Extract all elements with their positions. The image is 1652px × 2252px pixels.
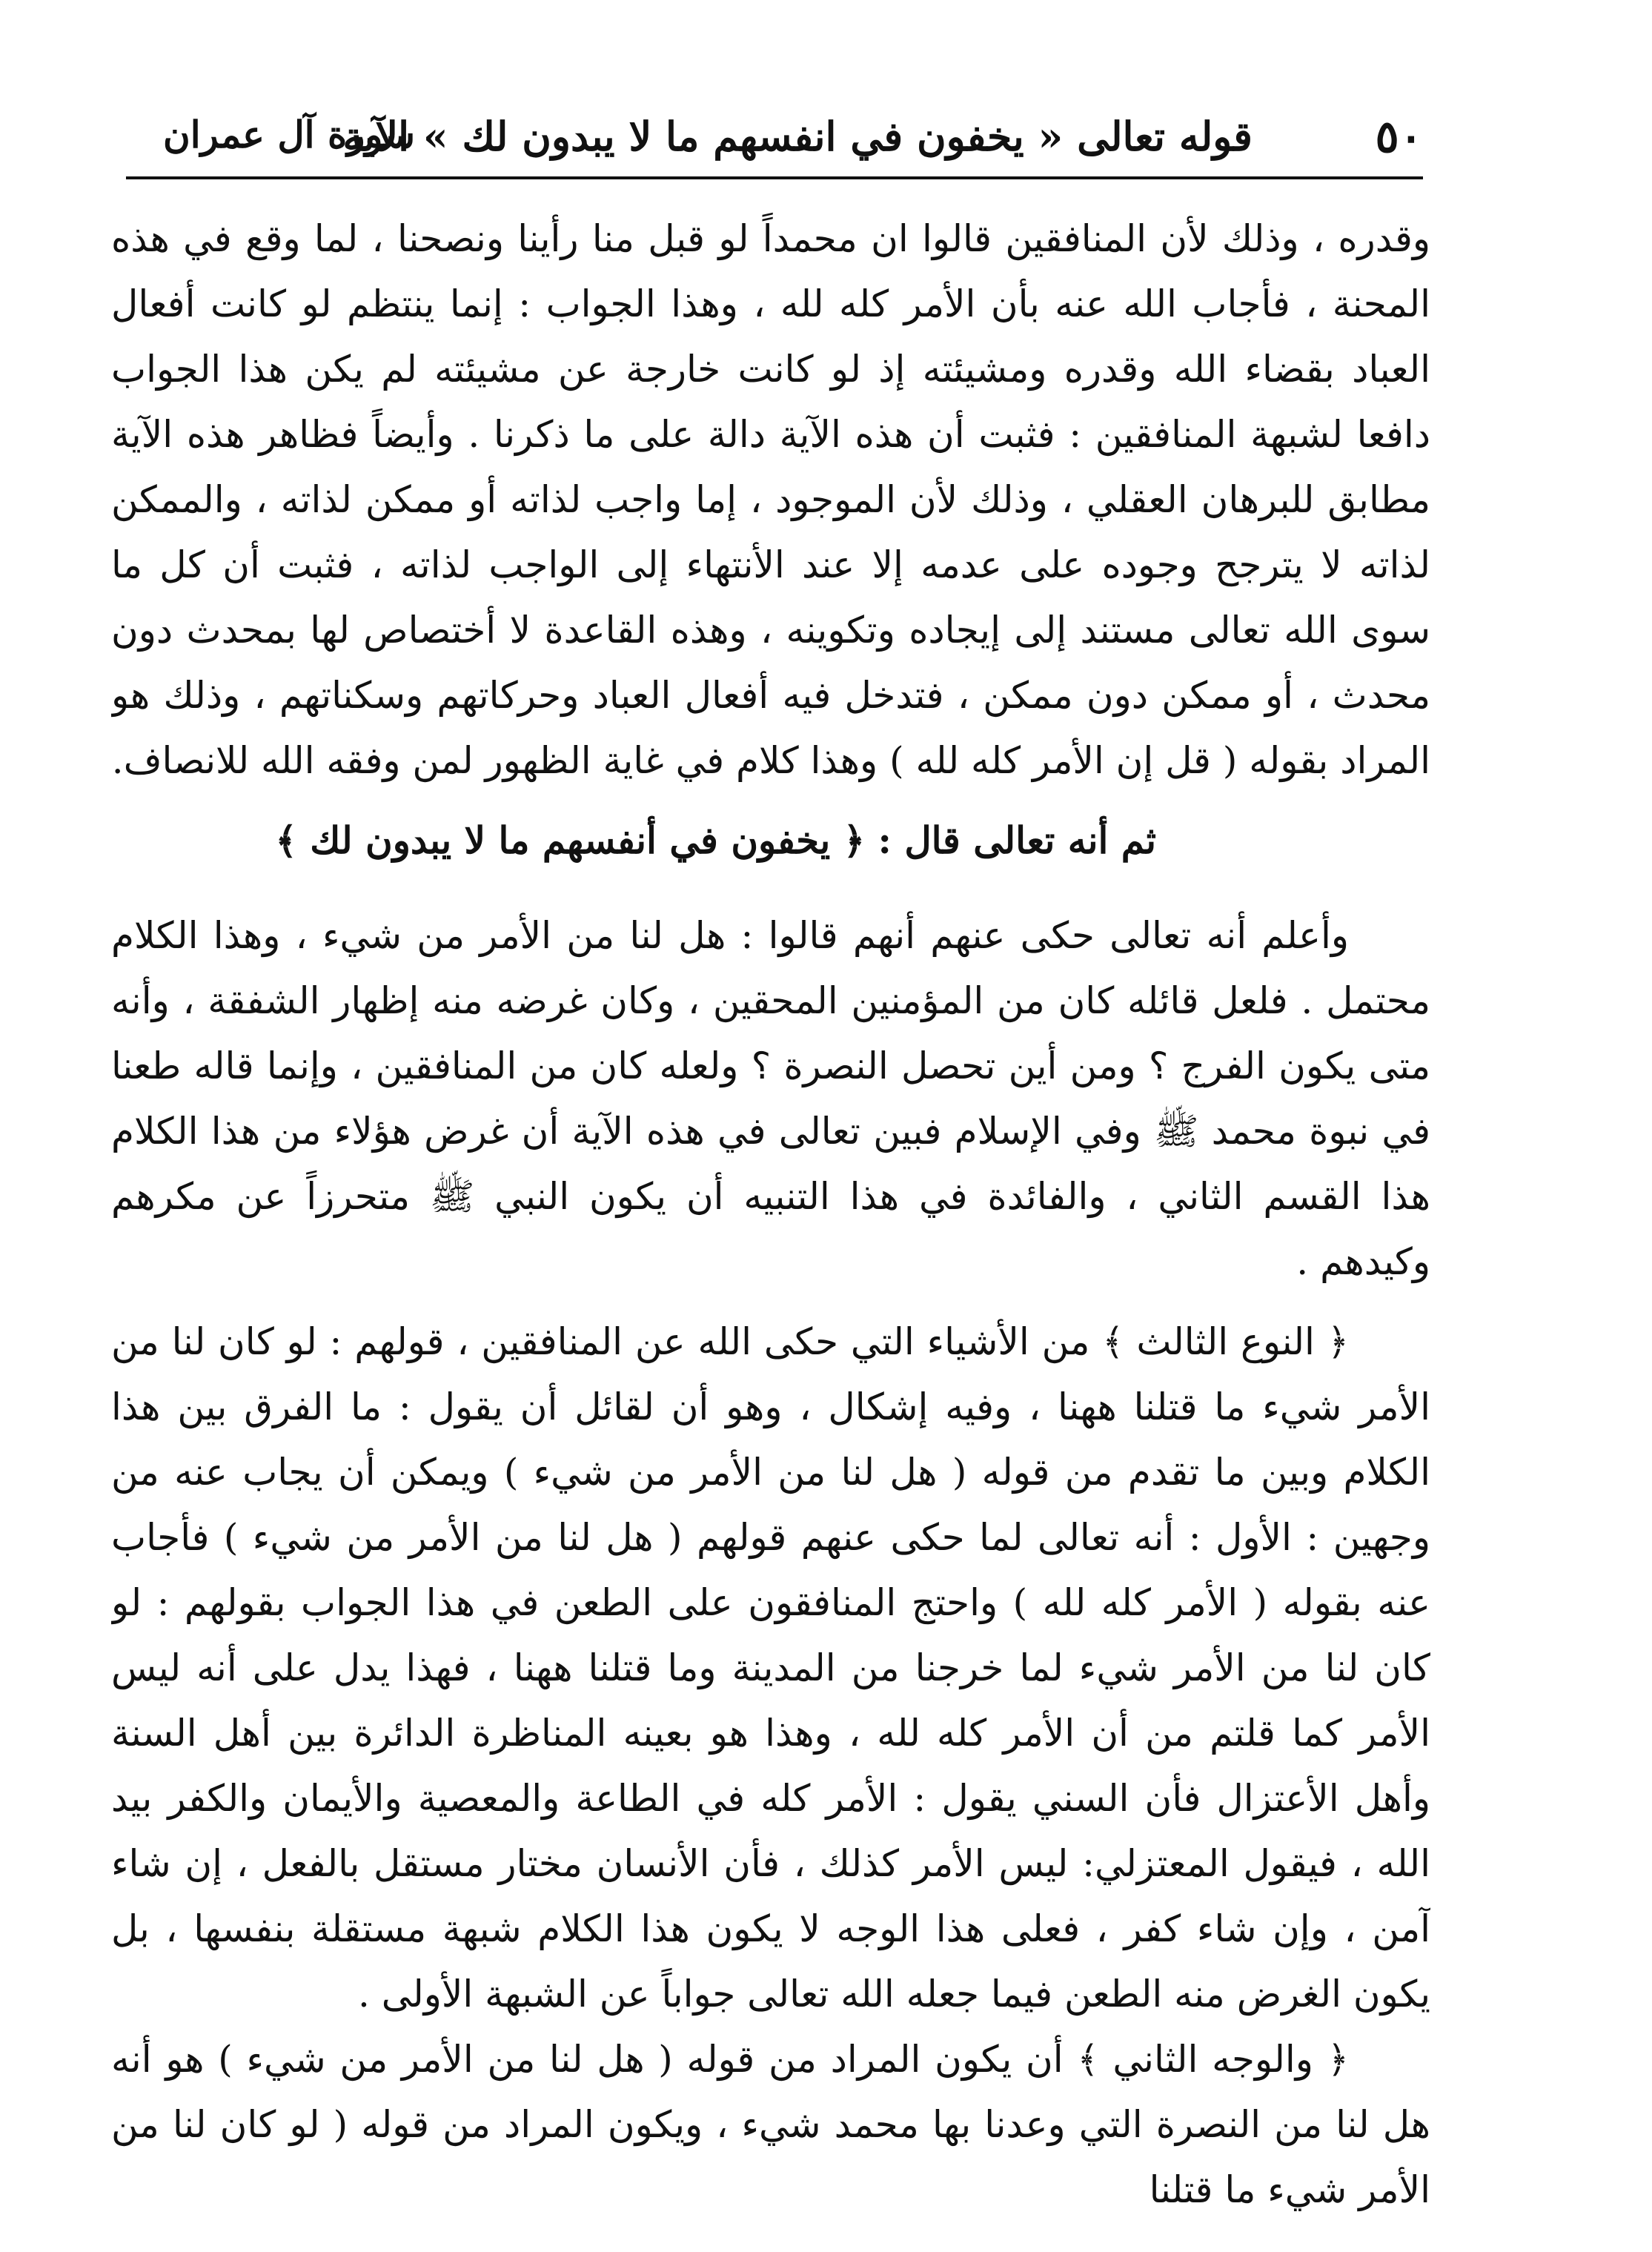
paragraph-4: ﴿ والوجه الثاني ﴾ أن يكون المراد من قوله ( هل لنا من الأمر من شيء ) هو أنه هل لنا من النصرة التي وعدنا بها محمد شيء ، ويكون المراد من قوله ( لو كان لنا من الأمر شيء ما قتلنا [111, 2038, 1430, 2211]
surah-name: سورة آل عمران [163, 113, 416, 156]
paragraph-1: وقدره ، وذلك لأن المنافقين قالوا ان محمداً لو قبل منا رأينا ونصحنا ، لما وقع في هذه المحنة ، فأجاب الله عنه بأن الأمر كله لله ، وهذا الجواب : إنما ينتظم لو كانت أفعال العباد بقضاء الله وقدره ومشيئته إذ لو كانت خارجة عن مشيئته لم يكن هذا الجواب دافعا لشبهة المنافقين : فثبت أن هذه الآية دالة على ما ذكرنا . وأيضاً فظاهر هذه الآية مطابق للبرهان العقلي ، وذلك لأن الموجود ، إما واجب لذاته أو ممكن لذاته ، والممكن لذاته لا يترجح وجوده على عدمه إلا عند الأنتهاء إلى الواجب لذاته ، فثبت أن كل ما سوى الله تعالى مستند إلى إيجاده وتكوينه ، وهذه القاعدة لا أختصاص لها بمحدث دون محدث ، أو ممكن دون ممكن ، فتدخل فيه أفعال العباد وحركاتهم وسكناتهم ، وذلك هو المراد بقوله ( قل إن الأمر كله لله ) وهذا كلام في غاية الظهور لمن وفقه الله للانصاف. [111, 217, 1430, 782]
body-text [111, 206, 1430, 2222]
paragraph-3: ﴿ النوع الثالث ﴾ من الأشياء التي حكى الله عن المنافقين ، قولهم : لو كان لنا من الأمر شيء ما قتلنا ههنا ، وفيه إشكال ، وهو أن لقائل أن يقول : ما الفرق بين هذا الكلام وبين ما تقدم من قوله ( هل لنا من الأمر من شيء ) ويمكن أن يجاب عنه من وجهين : الأول : أنه تعالى لما حكى عنهم قولهم ( هل لنا من الأمر من شيء ) فأجاب عنه بقوله ( الأمر كله لله ) واحتج المنافقون على الطعن في هذا الجواب بقولهم : لو كان لنا من الأمر شيء لما خرجنا من المدينة وما قتلنا ههنا ، فهذا يدل على أنه ليس الأمر كما قلتم من أن الأمر كله لله ، وهذا هو بعينه المناظرة الدائرة بين أهل السنة وأهل الأعتزال فأن السني يقول : الأمر كله في الطاعة والمعصية والأيمان والكفر بيد الله ، فيقول المعتزلي: ليس الأمر كذلك ، فأن الأنسان مختار مستقل بالفعل ، إن شاء آمن ، وإن شاء كفر ، فعلى هذا الوجه لا يكون هذا الكلام شبهة مستقلة بنفسها ، بل يكون الغرض منه الطعن فيما جعله الله تعالى جواباً عن الشبهة الأولى . [111, 1320, 1430, 2016]
page-header [126, 104, 1423, 178]
running-title: قوله تعالى « يخفون في انفسهم ما لا يبدون لك » الآية [342, 113, 1253, 160]
paragraph-2: وأعلم أنه تعالى حكى عنهم أنهم قالوا : هل لنا من الأمر من شيء ، وهذا الكلام محتمل . فلعل قائله كان من المؤمنين المحقين ، وكان غرضه منه إظهار الشفقة ، وأنه متى يكون الفرج ؟ ومن أين تحصل النصرة ؟ ولعله كان من المنافقين ، وإنما قاله طعنا في نبوة محمد ﷺ وفي الإسلام فبين تعالى في هذه الآية أن غرض هؤلاء من هذا الكلام هذا القسم الثاني ، والفائدة في هذا التنبيه أن يكون النبي ﷺ متحرزاً عن مكرهم وكيدهم . [111, 914, 1430, 1283]
page-number: ٥٠ [1375, 111, 1423, 163]
header-divider [126, 176, 1423, 179]
verse-quote-line: ثم أنه تعالى قال : ﴿ يخفون في أنفسهم ما لا يبدون لك ﴾ [275, 818, 1156, 862]
